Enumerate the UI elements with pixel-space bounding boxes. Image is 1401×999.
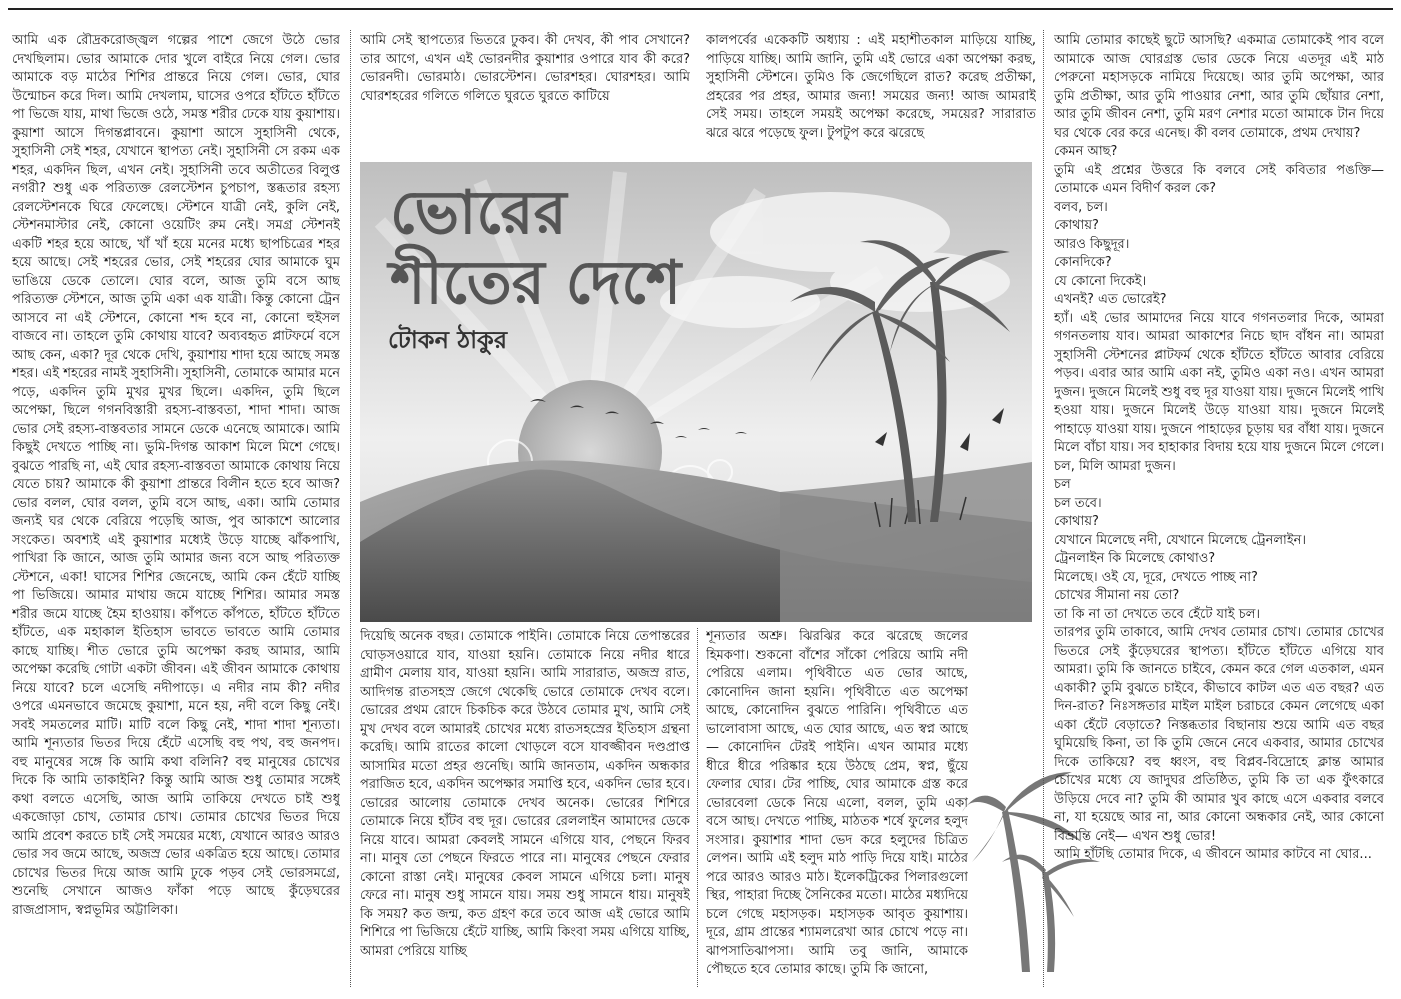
column-4-para: চোখের সীমানা নয় তো? [1054, 588, 1180, 603]
column-4-para: চল [1054, 477, 1071, 492]
column-divider-3 [1043, 30, 1044, 987]
article-column-2-bottom [360, 628, 690, 990]
column-4-para: তুমি এই প্রশ্নের উত্তরে কি বলবে সেই কবিতার পঙক্তি— তোমাকে এমন বিদীর্ণ করল কে? [1054, 162, 1384, 196]
article-column-3-bottom [706, 628, 968, 990]
column-divider-1 [350, 30, 351, 987]
column-4-para: কোথায়? [1054, 514, 1099, 529]
column-4-para: আমি তোমার কাছেই ছুটে আসছি? একমাত্র তোমাকেই পাব বলে আমাকে আজ ঘোরগ্রস্ত ভোর ডেকে নিয়ে এতদূর এই মাঠ পেরুনো মহাসড়কে নামিয়ে দিয়েছে। আর তুমি অপেক্ষা, আর তুমি প্রতীক্ষা, আর তুমি পাওয়ার নেশা, আর তুমি ছোঁয়ার নেশা, আর তুমি জীবন নেশা, তুমি মরণ নেশার মতো আমাকে টান দিয়ে ঘর থেকে বের করে এনেছ। কী বলব তোমাকে, প্রথম দেখায়? [1054, 33, 1384, 141]
column-4-para: কেমন আছ? [1054, 144, 1118, 159]
column-4-para: আরও কিছুদূর। [1054, 236, 1130, 252]
column-4-para: আমি হাঁটছি তোমার দিকে, এ জীবনে আমার কাটবে না ঘোর... [1054, 847, 1372, 862]
column-4-para: এখনই? এত ভোরেই? [1054, 292, 1167, 307]
column-1-text: আমি এক রৌদ্রকরোজ্জ্বল গল্পের পাশে জেগে উঠে ভোর দেখছিলাম। ভোর আমাকে দোর খুলে বাইরে নিয়ে গেল। ভোর আমাকে বড় মাঠের শিশির প্রান্তরে নিয়ে গেল। ভোর, ঘোর উন্মোচন করে দিল। আমি দেখলাম, ঘাসের ওপরে হাঁটতে হাঁটতে পা ভিজে যায়, মাথা ভিজে ওঠে, সমস্ত শরীর ঢেকে যায় কুয়াশায়। কুয়াশা আসে দিগন্তপ্লাবনে। কুয়াশা আসে সুহাসিনী থেকে, সুহাসিনী সেই শহর, যেখানে স্থাপত্য নেই। সুহাসিনী সে রকম এক শহর, একদিন ছিল, এখন নেই। সুহাসিনী তবে অতীতের বিলুপ্ত নগরী? শুধু এক পরিত্যক্ত রেলস্টেশন চুপচাপ, স্তব্ধতার রহস্য রেলস্টেশনকে ঘিরে ফেলেছে। স্টেশনে যাত্রী নেই, কুলি নেই, স্টেশনমাস্টার নেই, কোনো ওয়েটিং রুম নেই। সমগ্র স্টেশনই একটি শহর হয়ে আছে, খাঁ খাঁ হয়ে মনের মধ্যে ছাপচিত্রের শহর হয়ে আছে। সেই শহরের ভোর, সেই শহরের ঘোর আমাকে ঘুম ভাঙিয়ে ডেকে তোলে। ঘোর বলে, আজ তুমি বসে আছ পরিত্যক্ত স্টেশনে, আজ তুমি একা এক যাত্রী। কিন্তু কোনো ট্রেন আসবে না এই স্টেশনে, কোনো শব্দ হবে না, কোনো হুইসল বাজবে না। তাহলে তুমি কোথায় যাবে? অব্যবহৃত প্লাটফর্মে বসে আছ কেন, একা? দূর থেকে দেখি, কুয়াশায় শাদা হয়ে আছে সমস্ত শহর। এই শহরের নামই সুহাসিনী। সুহাসিনী, তোমাকে আমার মনে পড়ে, একদিন তুমি মুখর মুখর ছিলে। একদিন, তুমি ছিলে অপেক্ষা, ছিলে গগনবিস্তারী রহস্য-বাস্তবতা, শাদা শাদা। আজ ভোর সেই রহস্য-বাস্তবতার সামনে ডেকে এনেছে আমাকে। আমি কিছুই দেখতে পাচ্ছি না। ভুমি-দিগন্ত আকাশ মিলে মিশে গেছে। বুঝতে পারছি না, এই ঘোর রহস্য-বাস্তবতা আমাকে কোথায় নিয়ে যেতে চায়? আমাকে কী কুয়াশা প্রান্তরে বিলীন হতে হবে আজ? ভোর বলল, ঘোর বলল, তুমি বসে আছ, একা। আমি তোমার জন্যই ঘর থেকে বেরিয়ে পড়েছি আজ, পুব আকাশে আলোর সংকেত। অবশ্যই এই কুয়াশার মধ্যেই উড়ে যাচ্ছে ঝাঁকপাখি, পাখিরা কি জানে, আজ তুমি আমার জন্য বসে আছ পরিত্যক্ত স্টেশনে, একা! ঘাসের শিশির জেনেছে, আমি কেন হেঁটে যাচ্ছি পা ভিজিয়ে। আমার মাথায় জমে যাচ্ছে শিশির। আমার সমস্ত শরীর জমে যাচ্ছে হৈম হাওয়ায়। কাঁপতে কাঁপতে, হাঁটতে হাঁটতে হাঁটতে, এক মহাকাল ইতিহাস ভাবতে ভাবতে আমি তোমার কাছে যাচ্ছি। শীত ভোরে তুমি অপেক্ষা করছ আমার, আমি অপেক্ষা করেছি গোটা একটা জীবন। এই জীবন আমাকে কোথায় নিয়ে যাবে? চলে এসেছি নদীপাড়ে। এ নদীর নাম কী? নদীর ওপরে এমনভাবে জমেছে কুয়াশা, মনে হয়, নদী বলে কিছু নেই। সবই সমতলের মাটি। মাটি বলে কিছু নেই, শাদা শাদা শূন্যতা। আমি শূন্যতার ভিতর দিয়ে হেঁটে এসেছি বহু পথ, বহু জনপদ। বহু মানুষের সঙ্গে কি আমি কথা বলিনি? বহু মানুষের চোখের দিকে কি আমি তাকাইনি? কিন্তু আমি আজ শুধু তোমার সঙ্গেই কথা বলতে এসেছি, আজ আমি তাকিয়ে দেখতে চাই শুধু একজোড়া চোখ, তোমার চোখ। তোমার চোখের ভিতর দিয়ে আমি প্রবেশ করতে চাই সেই সময়ের মধ্যে, যেখানে আরও আরও ভোর সব জমে আছে, অজস্র ভোর একত্রিত হয়ে আছে। তোমার চোখের ভিতর দিয়ে আজ আমি ঢুকে পড়ব সেই ভোরসমগ্রে, শুনেছি সেখানে আজও ফাঁকা পড়ে আছে কুঁড়েঘরের রাজপ্রাসাদ, স্বপ্নভূমির অট্টালিকা। [12, 33, 340, 918]
column-4-para: যেখানে মিলেছে নদী, যেখানে মিলেছে ট্রেনলাইন। [1054, 532, 1306, 548]
column-4-para: কোনদিকে? [1054, 255, 1112, 270]
title-line-2: শীতের দেশে [390, 248, 682, 318]
column-4-para: চল তবে। [1054, 495, 1102, 511]
column-4-para: কোথায়? [1054, 218, 1099, 233]
column-3-bottom-text: শূন্যতার অশ্রু। ঝিরঝির করে ঝরেছে জলের হিমকণা। শুকনো বাঁশের সাঁকো পেরিয়ে আমি নদী পেরিয়ে এলাম। পৃথিবীতে এত ভোর আছে, কোনোদিন জানা হয়নি। পৃথিবীতে এত অপেক্ষা আছে, কোনোদিন বুঝতে পারিনি। পৃথিবীতে এত ভালোবাসা আছে, এত ঘোর আছে, এত স্বপ্ন আছে— কোনোদিন টেরই পাইনি। এখন আমার মধ্যে ধীরে ধীরে পরিষ্কার হয়ে উঠছে প্রেম, স্বপ্ন, ছুঁয়ে ফেলার ঘোর। টের পাচ্ছি, ঘোর আমাকে গ্রস্ত করে ভোরবেলা ডেকে নিয়ে এলো, বলল, তুমি একা বসে আছ। দেখতে পাচ্ছি, মাঠতক শর্ষে ফুলের হলুদ সংসার। কুয়াশার শাদা ভেদ করে হলুদের চিত্রিত লেপন। আমি এই হলুদ মাঠ পাড়ি দিয়ে যাই। মাঠের পরে আরও আরও মাঠ। ইলেকট্রিকের পিলারগুলো স্থির, পাহারা দিচ্ছে সৈনিকের মতো। মাঠের মধ্যদিয়ে চলে গেছে মহাসড়ক। মহাসড়ক আবৃত কুয়াশায়। দূরে, গ্রাম প্রান্তের শ্যামলরেখা আর চোখে পড়ে না। ঝাপসাতিঝাপসা। আমি তবু জানি, আমাকে পৌছতে হবে তোমার কাছে। তুমি কি জানো, [706, 629, 968, 977]
author-name: টোকন ঠাকুর [388, 325, 508, 354]
column-2-top-text: আমি সেই স্থাপত্যের ভিতরে ঢুকব। কী দেখব, কী পাব সেখানে? তার আগে, এখন এই ভোরনদীর কুয়াশার ওপারে যাব কী করে? ভোরনদী। ভোরমাঠ। ভোরস্টেশন। ভোরশহর। ঘোরশহর। আমি ঘোরশহরের গলিতে গলিতে ঘুরতে ঘুরতে কাটিয়ে [360, 33, 690, 104]
title-banner [360, 162, 1032, 622]
column-4-para: তা কি না তা দেখতে তবে হেঁটে যাই চল। [1054, 606, 1261, 622]
column-4-para: যে কোনো দিকেই। [1054, 273, 1147, 289]
column-2-bottom-text: দিয়েছি অনেক বছর। তোমাকে পাইনি। তোমাকে নিয়ে তেপান্তরের ঘোড়সওয়ারে যাব, যাওয়া হয়নি। তোমাকে নিয়ে নদীর ধারে গ্রামীণ মেলায় যাব, যাওয়া হয়নি। আমি সারারাত, অজস্র রাত, আদিগন্ত রাতসহস্র জেগে থেকেছি ভোরে তোমাকে দেখব বলে। ভোরের প্রথম রোদে চিকচিক করে উঠবে তোমার মুখ, আমি সেই মুখ দেখব বলে আমারই চোখের মধ্যে রাতসহস্রের ইতিহাস গ্রন্থনা করেছি। আমি রাতের কালো খোড়লে বসে যাবজ্জীবন দণ্ডপ্রাপ্ত আসামির মতো প্রহর গুনেছি। আমি জানতাম, একদিন অন্ধকার পরাজিত হবে, একদিন অপেক্ষার সমাপ্তি হবে, একদিন ভোর হবে। ভোরের আলোয় তোমাকে দেখব অনেক। ভোরের শিশিরে তোমাকে নিয়ে হাঁটব বহু দূর। ভোরের রেললাইন আমাদের ডেকে নিয়ে যাবে। আমরা কেবলই সামনে এগিয়ে যাব, পেছনে ফিরব না। মানুষ তো পেছনে ফিরতে পারে না। মানুষের পেছনে ফেরার কোনো রাস্তা নেই। মানুষের কেবল সামনে এগিয়ে চলা। মানুষ ফেরে না। মানুষ শুধু সামনে যায়। সময় শুধু সামনে ধায়। মানুষই কি সময়? কত জন্ম, কত গ্রহণ করে তবে আজ এই ভোরে আমি শিশিরে পা ভিজিয়ে হেঁটে যাচ্ছি, আমি কিংবা সময় এগিয়ে যাচ্ছি, আমরা পেরিয়ে যাচ্ছি [360, 629, 690, 959]
article-column-4 [1054, 32, 1384, 990]
article-title [390, 178, 681, 318]
column-4-para: তারপর তুমি তাকাবে, আমি দেখব তোমার চোখ। তোমার চোখের ভিতরে সেই কুঁড়েঘরের স্থাপত্য। হাঁটতে হাঁটতে এগিয়ে যাব আমরা। তুমি কি জানতে চাইবে, কেমন করে গেল এতকাল, এমন একাকী? তুমি বুঝতে চাইবে, কীভাবে কাটল এত এত বছর? এত দিন-রাত? নিঃসঙ্গতার মাইল মাইল চরাচরে কেমন লেগেছে একা একা হেঁটে বেড়াতে? নিস্তব্ধতার বিছানায় শুয়ে আমি এত বছর ঘুমিয়েছি কিনা, তা কি তুমি জেনে নেবে একবার, আমার চোখের দিকে তাকিয়ে? বহু ধ্বংস, বহু বিপ্লব-বিদ্রোহে ক্লান্ত আমার চোখের মধ্যে যে জাদুঘর প্রতিষ্ঠিত, তুমি কি তা এক ফুঁৎকারে উড়িয়ে দেবে না? তুমি কী আমার খুব কাছে এসে একবার বলবে না, যা হয়েছে আর না, আর কোনো অন্ধকার নেই, আর কোনো বিভ্রান্তি নেই— এখন শুধু ভোর! [1054, 625, 1384, 844]
title-line-1: ভোরের [390, 178, 567, 248]
top-rule [8, 8, 1393, 10]
column-4-para: ট্রেনলাইন কি মিলেছে কোথাও? [1054, 551, 1216, 566]
column-4-para: বলব, চল। [1054, 199, 1108, 215]
article-column-3-top [706, 32, 1036, 152]
column-divider-2 [697, 628, 698, 987]
column-3-top-text: কালপর্বের একেকটি অধ্যায় : এই মহাশীতকাল মাড়িয়ে যাচ্ছি, পাড়িয়ে যাচ্ছি। আমি জানি, তুমি এই ভোরে একা অপেক্ষা করছ, সুহাসিনী স্টেশনে। তুমিও কি জেগেছিলে রাত? করেছ প্রতীক্ষা, প্রহরের পর প্রহর, আমার জন্য! সময়ের জন্য! আজ আমরাই সেই সময়। তাহলে সময়ই অপেক্ষা করেছে, সময়ের? সারারাত ঝরে ঝরে পড়েছে ফুল। টুপটুপ করে ঝরেছে [706, 33, 1036, 141]
column-4-para: হ্যাঁ। এই ভোর আমাদের নিয়ে যাবে গগনতলার দিকে, আমরা গগনতলায় যাব। আমরা আকাশের নিচে ছাদ বাঁধন না। আমরা সুহাসিনী স্টেশনের প্লাটফর্ম থেকে হাঁটতে হাঁটতে আবার বেরিয়ে পড়ব। এবার আর আমি একা নই, তুমিও একা নও। এখন আমরা দুজন। দুজনে মিলেই শুধু বহু দূর যাওয়া যায়। দুজনে মিলেই পাখি হওয়া যায়। দুজনে মিলেই উড়ে যাওয়া যায়। দুজনে মিলেই পাহাড়ে যাওয়া যায়। দুজনে পাহাড়ের চূড়ায় ঘর বাঁধা যায়। দুজনে মিলে বাঁচা যায়। সব হাহাকার বিদায় হয়ে যায় দুজনে মিলে গেলে। চল, মিলি আমরা দুজন। [1054, 310, 1384, 474]
article-column-1 [12, 32, 340, 990]
column-4-para: মিলেছে। ওই যে, দূরে, দেখতে পাচ্ছ না? [1054, 569, 1258, 585]
article-column-2-top [360, 32, 690, 152]
